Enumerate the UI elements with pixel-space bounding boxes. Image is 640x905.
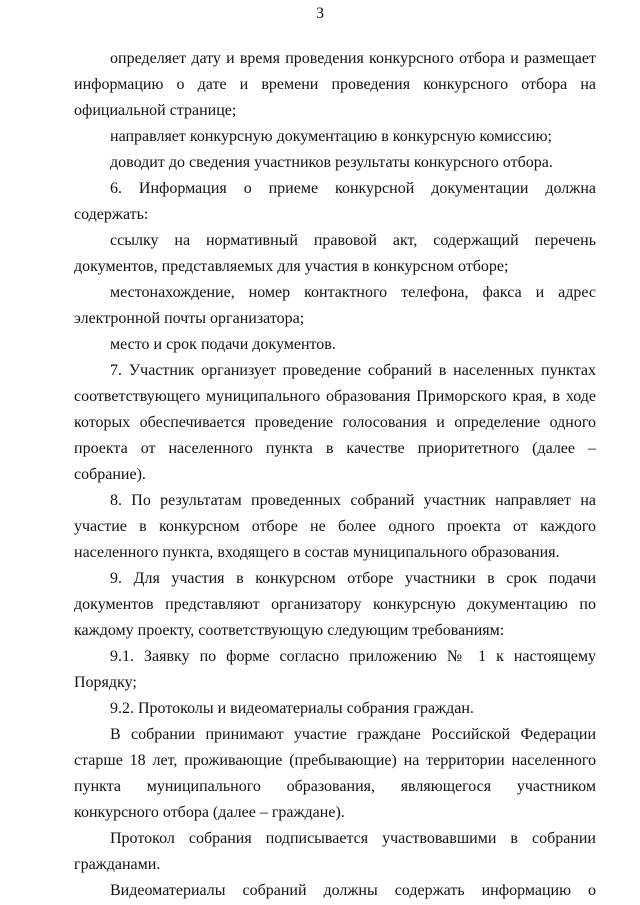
paragraph-meeting-participants: В собрании принимают участие граждане Российской Федерации старше 18 лет, проживающие (пребывающие) на территории населенного пункта муниципального образования, являющегося участником конкурсного отбора (далее – граждане). xyxy=(74,726,596,821)
paragraph-item-9: 9. Для участия в конкурсном отборе участники в срок подачи документов представляют организатору конкурсную документацию по каждому проекту, соответствующую следующим требованиям: xyxy=(74,570,596,639)
paragraph-results-notice: доводит до сведения участников результаты конкурсного отбора. xyxy=(110,154,553,171)
paragraph-item-6: 6. Информация о приеме конкурсной документации должна содержать: xyxy=(74,180,596,223)
paragraph-organizer-contacts: местонахождение, номер контактного телефона, факса и адрес электронной почты организатора; xyxy=(74,284,596,327)
paragraph-legal-act-link: ссылку на нормативный правовой акт, содержащий перечень документов, представляемых для участия в конкурсном отборе; xyxy=(74,232,596,275)
page-number: 3 xyxy=(316,5,324,22)
document-body xyxy=(74,46,596,904)
paragraph-submission-place: место и срок подачи документов. xyxy=(110,336,336,353)
paragraph-video-materials: Видеоматериалы собраний должны содержать информацию о xyxy=(110,882,596,899)
paragraph-organizer-date: определяет дату и время проведения конкурсного отбора и размещает информацию о дате и времени проведения конкурсного отбора на официальной странице; xyxy=(74,50,596,119)
paragraph-item-7: 7. Участник организует проведение собраний в населенных пунктах соответствующего муниципального образования Приморского края, в ходе которых обеспечивается проведение голосования и определение одного проекта от населенного пункта в качестве приоритетного (далее – собрание). xyxy=(74,362,596,483)
paragraph-protocol-signing: Протокол собрания подписывается участвовавшими в собрании гражданами. xyxy=(74,830,596,873)
paragraph-send-documentation: направляет конкурсную документацию в конкурсную комиссию; xyxy=(110,128,552,145)
paragraph-item-8: 8. По результатам проведенных собраний участник направляет на участие в конкурсном отборе не более одного проекта от каждого населенного пункта, входящего в состав муниципального образования. xyxy=(74,492,596,561)
paragraph-item-9-1: 9.1. Заявку по форме согласно приложению № 1 к настоящему Порядку; xyxy=(74,648,596,691)
paragraph-item-9-2: 9.2. Протоколы и видеоматериалы собрания граждан. xyxy=(110,700,474,717)
